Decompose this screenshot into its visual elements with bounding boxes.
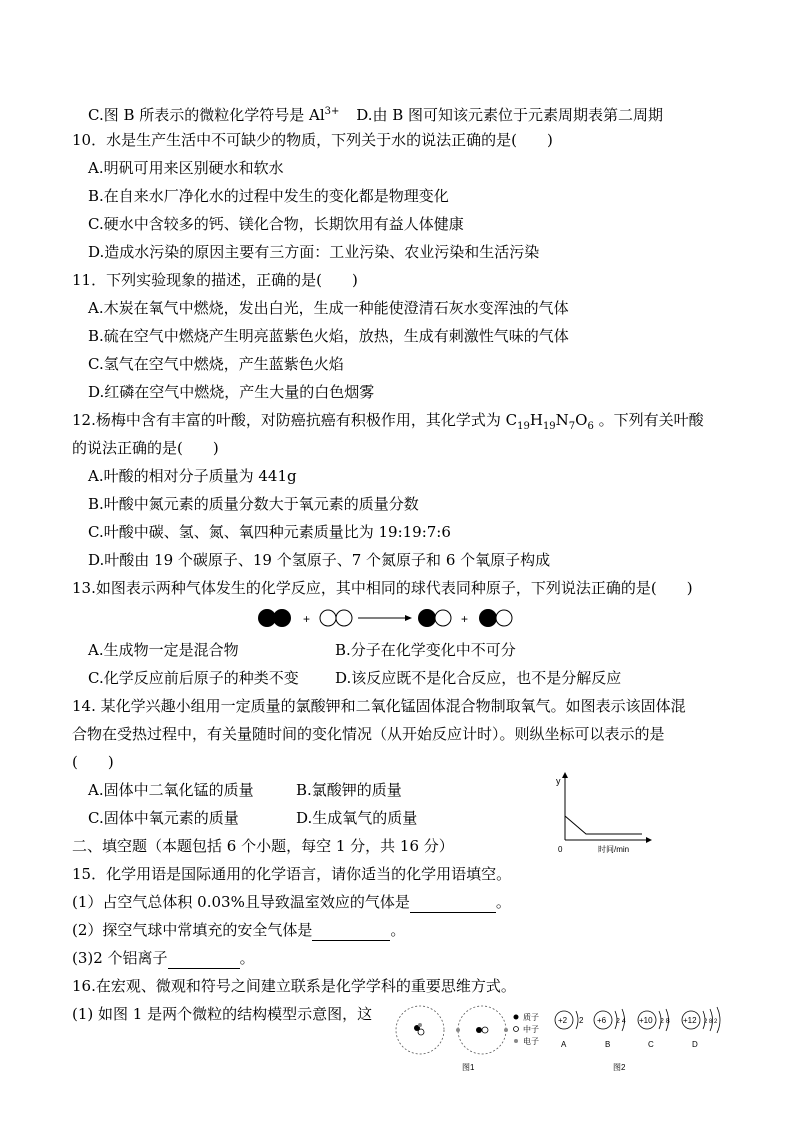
q11-stem: 11．下列实验现象的描述，正确的是( ) — [72, 271, 358, 289]
electron-dot — [456, 1028, 460, 1032]
svg-text:2: 2 — [579, 1016, 584, 1025]
q15-part1: (1）占空气总体积 0.03%且导致温室效应的气体是 。 — [72, 893, 511, 911]
graph-y-label: y — [556, 776, 561, 786]
svg-text:2 4: 2 4 — [616, 1018, 626, 1025]
x-arrow-icon — [646, 837, 652, 843]
q12-option-c: C.叶酸中碳、氢、氮、氧四种元素质量比为 19:19:7:6 — [88, 523, 451, 541]
q14-option-b: B.氯酸钾的质量 — [296, 781, 402, 799]
q15-stem: 15．化学用语是国际通用的化学语言，请你适当的化学用语填空。 — [72, 865, 512, 883]
svg-text:+6: +6 — [597, 1016, 607, 1025]
q13-option-a: A.生成物一定是混合物 — [88, 641, 239, 659]
legend-neutron-icon — [514, 1027, 519, 1032]
q13-stem: 13.如图表示两种气体发生的化学反应，其中相同的球代表同种原子，下列说法正确的是( ) — [72, 579, 693, 597]
q14-stem-line3: ( ) — [72, 753, 114, 771]
svg-text:2 8: 2 8 — [660, 1018, 670, 1025]
black-atom — [479, 609, 497, 627]
q13-option-c: C.化学反应前后原子的种类不变 — [88, 669, 299, 687]
q11-option-b: B.硫在空气中燃烧产生明亮蓝紫色火焰，放热，生成有刺激性气味的气体 — [88, 327, 569, 345]
electron-dot — [418, 1023, 422, 1027]
q13-option-d: D.该反应既不是化合反应，也不是分解反应 — [335, 669, 622, 687]
electron-dot — [504, 1028, 508, 1032]
answer-blank[interactable] — [410, 892, 496, 913]
q12-stem-line2: 的说法正确的是( ) — [72, 439, 219, 457]
section-heading: 二、填空题（本题包括 6 个小题，每空 1 分，共 16 分） — [72, 837, 454, 855]
q14-option-a: A.固体中二氧化锰的质量 — [88, 781, 254, 799]
atom-a-diagram — [555, 1011, 584, 1049]
q13-option-b: B.分子在化学变化中不可分 — [335, 641, 516, 659]
atom-c-diagram — [638, 1009, 670, 1049]
q10-option-a: A.明矾可用来区别硬水和软水 — [88, 159, 284, 177]
black-atom — [418, 609, 436, 627]
black-atom — [273, 609, 291, 627]
y-arrow-icon — [562, 772, 568, 778]
white-atom — [496, 610, 512, 626]
legend-neutron: 中子 — [523, 1025, 539, 1034]
neutron-dot — [418, 1029, 424, 1035]
q11-option-c: C.氢气在空气中燃烧，产生蓝紫色火焰 — [88, 355, 344, 373]
q11-option-d: D.红磷在空气中燃烧，产生大量的白色烟雾 — [88, 383, 375, 401]
svg-text:+12: +12 — [683, 1016, 697, 1025]
answer-blank[interactable] — [168, 948, 240, 969]
q12-option-b: B.叶酸中氮元素的质量分数大于氧元素的质量分数 — [88, 495, 419, 513]
figure-1-caption: 图1 — [462, 1063, 475, 1072]
white-atom — [336, 610, 352, 626]
arrow-head-icon — [405, 615, 412, 621]
q14-option-c: C.固体中氧元素的质量 — [88, 809, 239, 827]
white-atom — [435, 610, 451, 626]
q9-options — [88, 102, 663, 125]
q12-stem-line1: 12.杨梅中含有丰富的叶酸，对防癌抗癌有积极作用，其化学式为 $C_{19}H_{19}N_7O_6$ 。下列有关叶酸 — [72, 411, 704, 432]
q16-stem: 16.在宏观、微观和符号之间建立联系是化学学科的重要思维方式。 — [72, 977, 516, 995]
svg-text:C: C — [648, 1040, 654, 1049]
q14-graph — [548, 770, 660, 856]
q9-option-d: D.由 B 图可知该元素位于元素周期表第二周期 — [356, 106, 664, 124]
answer-blank[interactable] — [312, 920, 390, 941]
atom-d-diagram — [682, 1007, 720, 1049]
legend-proton-icon — [514, 1015, 519, 1020]
q15-part3: (3)2 个铝离子 。 — [72, 949, 255, 967]
svg-text:D: D — [692, 1040, 698, 1049]
svg-text:A: A — [561, 1040, 567, 1049]
q16-part1: (1) 如图 1 是两个微粒的结构模型示意图，这 — [72, 1005, 373, 1023]
q12-option-d: D.叶酸由 19 个碳原子、19 个氢原子、7 个氮原子和 6 个氧原子构成 — [88, 551, 551, 569]
q10-option-b: B.在自来水厂净化水的过程中发生的变化都是物理变化 — [88, 187, 449, 205]
atom-b-diagram — [594, 1009, 626, 1049]
white-atom — [320, 610, 336, 626]
q14-stem-line2: 合物在受热过程中，有关量随时间的变化情况（从开始反应计时）。则纵坐标可以表示的是 — [72, 725, 665, 743]
plus-sign: + — [303, 612, 311, 626]
q14-stem-line1: 14. 某化学兴趣小组用一定质量的氯酸钾和二氧化锰固体混合物制取氧气。如图表示该固体混 — [72, 697, 686, 715]
svg-text:+2: +2 — [558, 1016, 568, 1025]
q10-option-d: D.造成水污染的原因主要有三方面：工业污染、农业污染和生活污染 — [88, 243, 540, 261]
plus-sign: + — [461, 612, 469, 626]
q15-part2: (2）探空气球中常填充的安全气体是 。 — [72, 921, 406, 939]
graph-origin-label: 0 — [558, 845, 563, 854]
graph-curve — [565, 816, 642, 834]
figure-1-particle-models — [390, 1004, 550, 1076]
svg-text:2 8 2: 2 8 2 — [704, 1019, 718, 1025]
svg-text:+10: +10 — [639, 1016, 653, 1025]
q11-option-a: A.木炭在氧气中燃烧，发出白光，生成一种能使澄清石灰水变浑浊的气体 — [88, 299, 569, 317]
q9-option-c: C.图 B 所表示的微粒化学符号是 $Al^{3+}$ — [88, 106, 340, 124]
proton-dot — [476, 1027, 482, 1033]
svg-text:B: B — [605, 1040, 611, 1049]
legend-electron-icon — [514, 1039, 518, 1043]
q14-option-d: D.生成氧气的质量 — [296, 809, 418, 827]
figure-2-caption: 图2 — [613, 1063, 626, 1072]
neutron-dot — [482, 1027, 488, 1033]
q10-stem: 10．水是生产生活中不可缺少的物质，下列关于水的说法正确的是( ) — [72, 131, 553, 149]
q12-option-a: A.叶酸的相对分子质量为 441g — [88, 467, 297, 485]
figure-2-atomic-structures — [550, 1006, 730, 1076]
graph-x-label: 时间/min — [598, 845, 630, 854]
q10-option-c: C.硬水中含较多的钙、镁化合物，长期饮用有益人体健康 — [88, 215, 464, 233]
reaction-diagram — [255, 604, 525, 632]
legend-electron: 电子 — [523, 1037, 539, 1046]
legend-proton: 质子 — [523, 1013, 539, 1022]
